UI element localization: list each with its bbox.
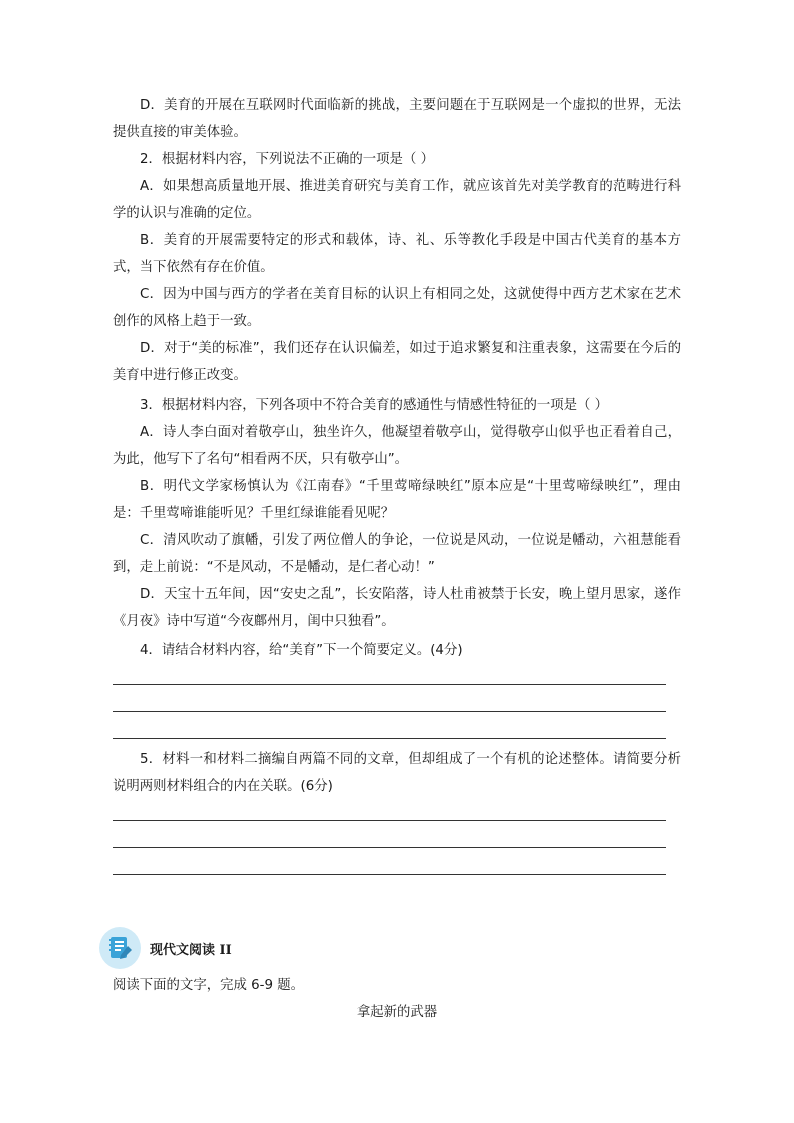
option-2-b: B．美育的开展需要特定的形式和载体，诗、礼、乐等教化手段是中国古代美育的基本方式，当下依然有存在价值。 [113, 233, 681, 275]
option-2-c: C．因为中国与西方的学者在美育目标的认识上有相同之处，这就使得中西方艺术家在艺术创作的风格上趋于一致。 [113, 287, 681, 329]
notebook-icon [98, 926, 142, 970]
section-title: 现代文阅读 II [150, 942, 232, 958]
question-3: 3．根据材料内容，下列各项中不符合美育的感通性与情感性特征的一项是（ ） [140, 398, 609, 413]
section-header [98, 926, 232, 970]
instruction-text: 阅读下面的文字，完成 6-9 题。 [113, 978, 305, 993]
answer-line[interactable] [113, 738, 666, 739]
question-2: 2．根据材料内容，下列说法不正确的一项是（ ） [140, 152, 434, 167]
question-5: 5．材料一和材料二摘编自两篇不同的文章，但却组成了一个有机的论述整体。请简要分析说明两则材料组合的内在关联。(6分) [113, 752, 681, 794]
option-3-a: A．诗人李白面对着敬亭山，独坐许久，他凝望着敬亭山，觉得敬亭山似乎也正看着自己，为此，他写下了名句“相看两不厌，只有敬亭山”。 [113, 425, 681, 467]
option-3-d: D．天宝十五年间，因“安史之乱”，长安陷落，诗人杜甫被禁于长安，晚上望月思家，遂作《月夜》诗中写道“今夜鄜州月，闺中只独看”。 [113, 587, 681, 629]
option-3-b: B．明代文学家杨慎认为《江南春》“千里莺啼绿映红”原本应是“十里莺啼绿映红”，理由是：千里莺啼谁能听见？千里红绿谁能看见呢？ [113, 479, 681, 521]
answer-line[interactable] [113, 874, 666, 875]
question-4: 4．请结合材料内容，给“美育”下一个简要定义。(4分) [140, 643, 463, 658]
option-2-d: D．对于“美的标准”，我们还存在认识偏差，如过于追求繁复和注重表象，这需要在今后的美育中进行修正改变。 [113, 341, 681, 383]
option-3-c: C．清风吹动了旗幡，引发了两位僧人的争论，一位说是风动，一位说是幡动，六祖慧能看到，走上前说：“不是风动，不是幡动，是仁者心动！” [113, 533, 681, 575]
answer-line[interactable] [113, 711, 666, 712]
option-1-d: D．美育的开展在互联网时代面临新的挑战，主要问题在于互联网是一个虚拟的世界，无法提供直接的审美体验。 [113, 98, 681, 140]
answer-line[interactable] [113, 820, 666, 821]
article-title: 拿起新的武器 [356, 1005, 438, 1020]
answer-line[interactable] [113, 847, 666, 848]
answer-line[interactable] [113, 684, 666, 685]
option-2-a: A．如果想高质量地开展、推进美育研究与美育工作，就应该首先对美学教育的范畴进行科学的认识与准确的定位。 [113, 179, 681, 221]
